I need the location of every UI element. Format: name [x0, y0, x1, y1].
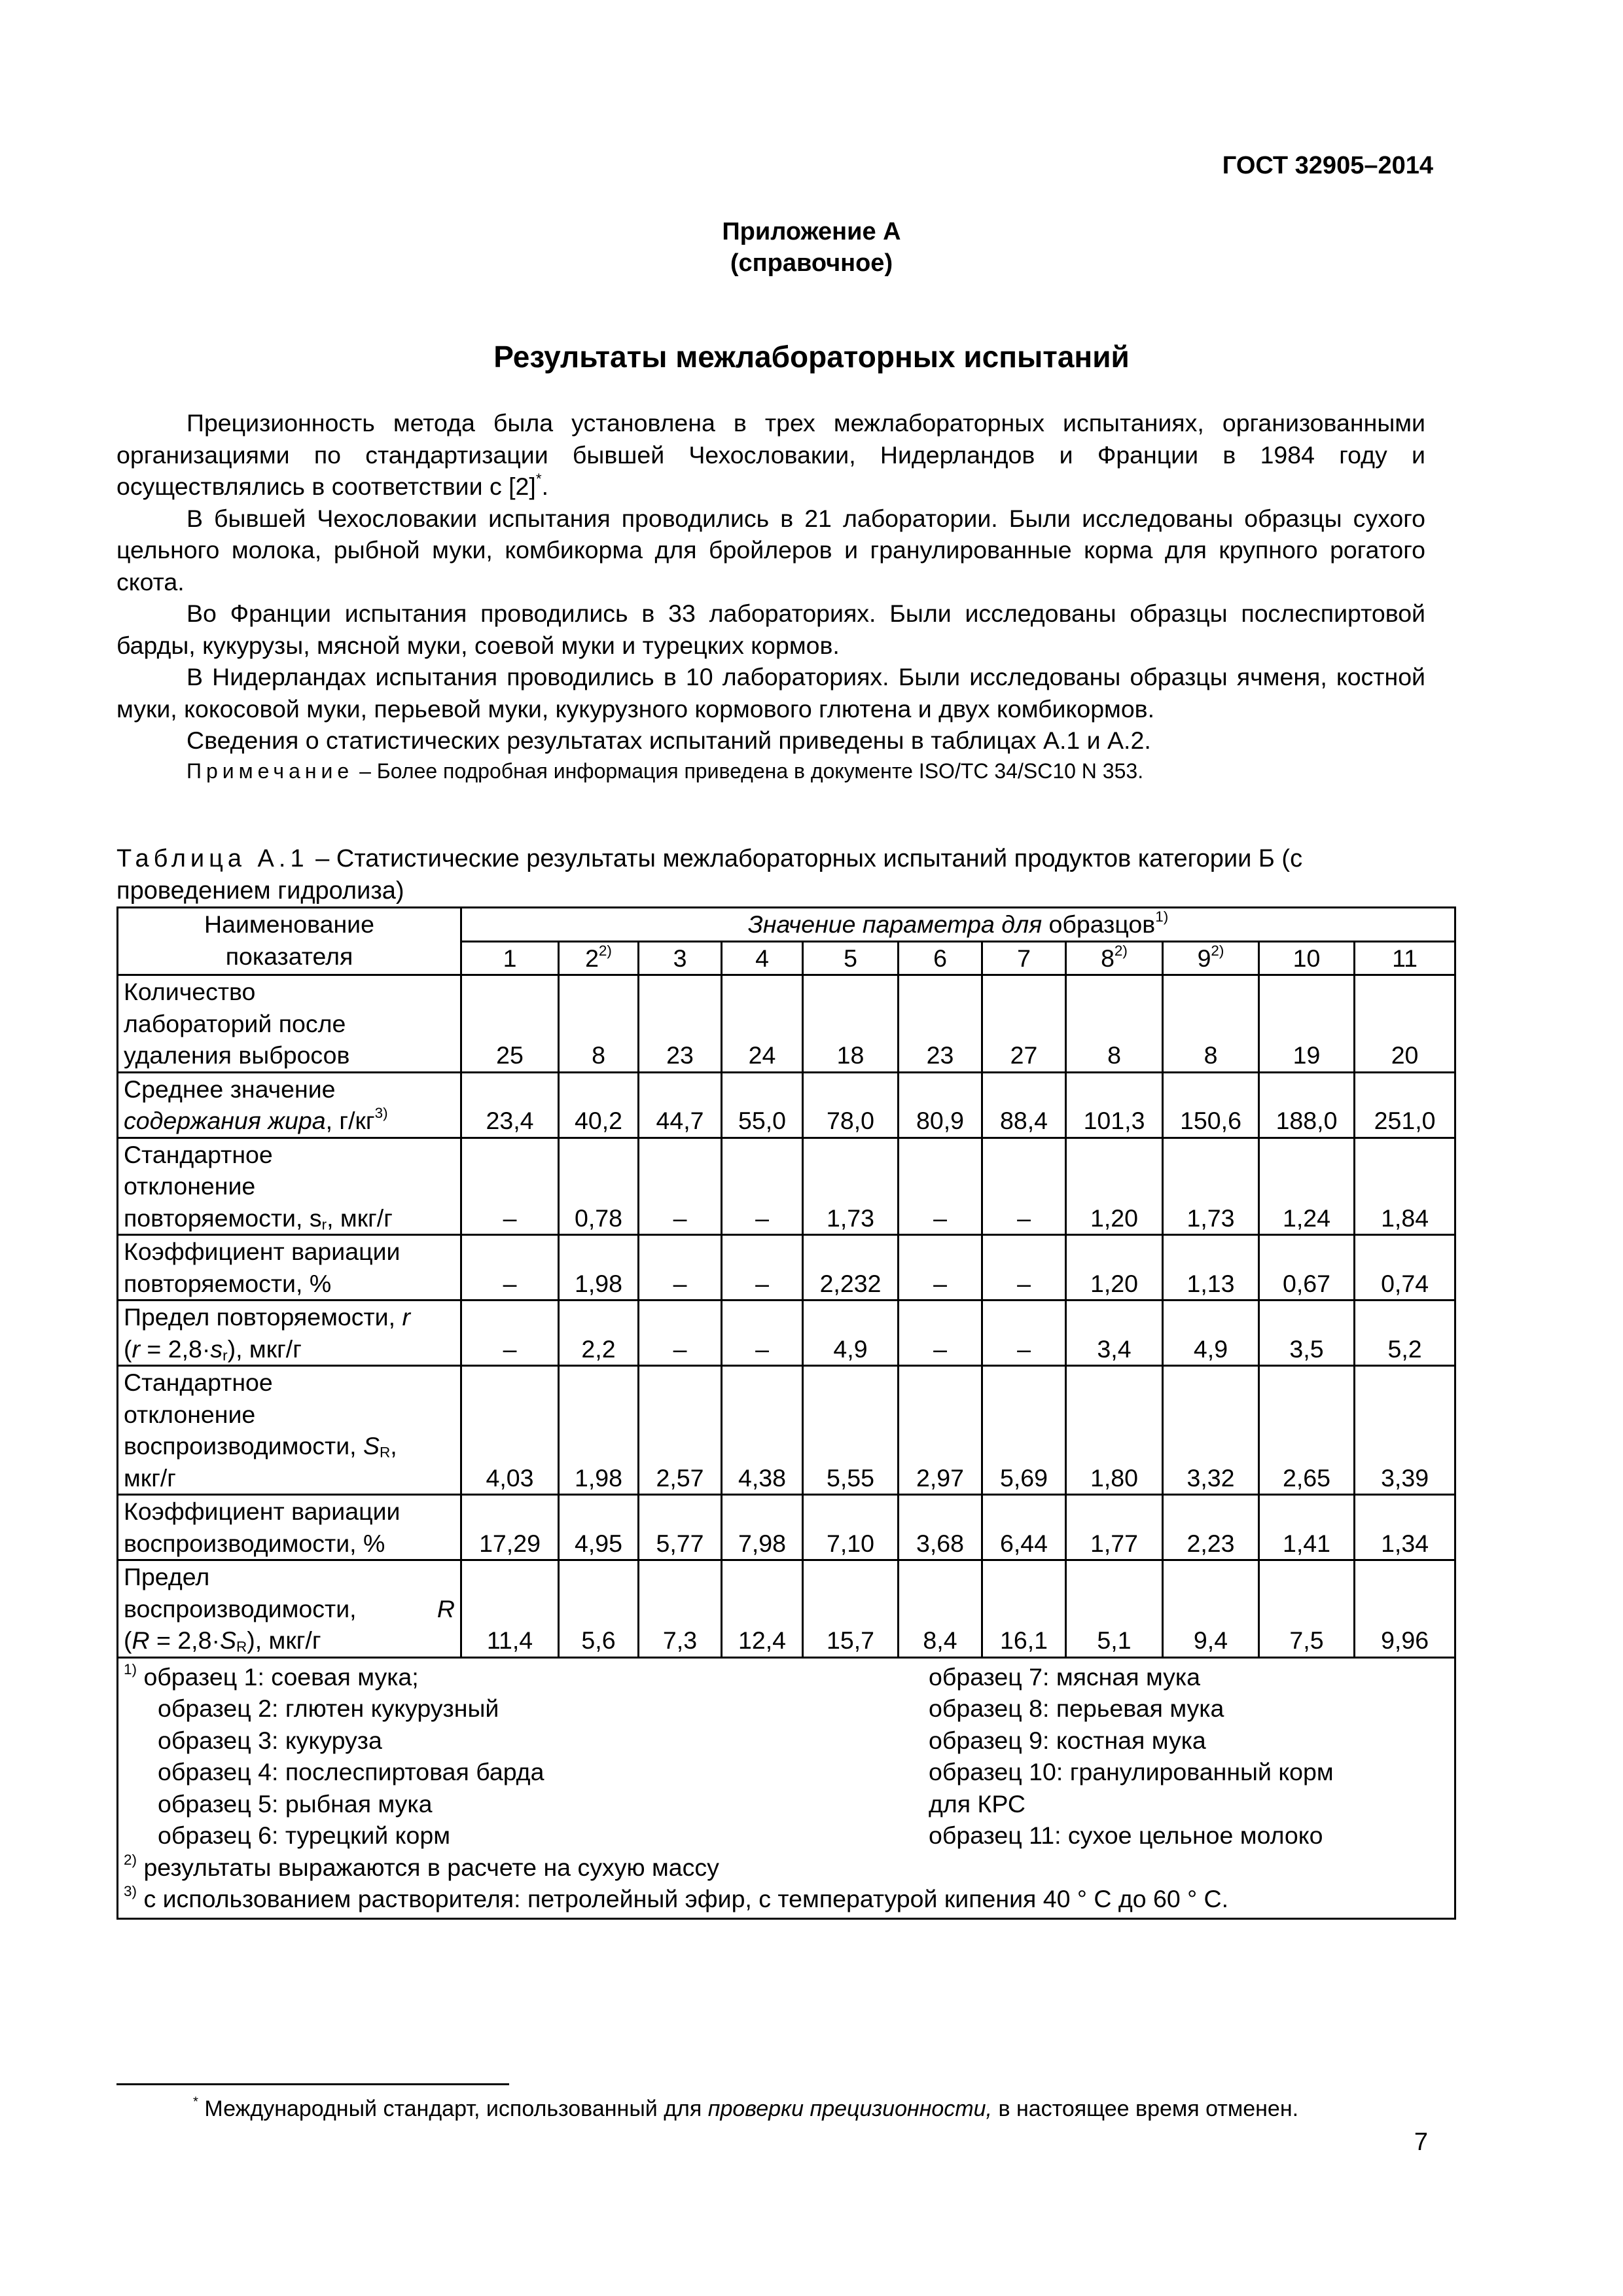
header-values-group	[461, 908, 1455, 942]
sample-legend-item: образец 11: сухое цельное молоко	[929, 1821, 1323, 1849]
table-cell: 6,44	[982, 1495, 1066, 1560]
row-label-line	[124, 1593, 455, 1625]
table-cell: 25	[461, 975, 559, 1073]
row-label-line	[124, 1301, 455, 1333]
row-label	[118, 1366, 461, 1495]
table-cell: 4,03	[461, 1366, 559, 1495]
table-cell: 1,20	[1066, 1235, 1163, 1300]
paragraph-1	[116, 407, 1425, 503]
row-label-line: мкг/г	[124, 1463, 176, 1492]
table-cell: –	[461, 1300, 559, 1366]
sample-number-cell	[722, 941, 803, 975]
standard-code: ГОСТ 32905–2014	[1222, 152, 1433, 179]
sample-legend	[124, 1661, 1449, 1852]
row-label-line	[124, 1333, 455, 1365]
row-label	[118, 1560, 461, 1658]
annex-heading	[0, 216, 1623, 279]
table-cell: 15,7	[803, 1560, 899, 1658]
row-label-unit: ), мкг/г	[227, 1335, 302, 1363]
row-label-text: = 2,8·	[140, 1335, 211, 1363]
row-label-sub: r	[223, 1347, 228, 1363]
sample-number-cell	[899, 941, 982, 975]
row-label	[118, 1138, 461, 1235]
row-label	[118, 1072, 461, 1138]
table-cell: 188,0	[1259, 1072, 1355, 1138]
table-cell: 1,84	[1355, 1138, 1455, 1235]
table-cell: 251,0	[1355, 1072, 1455, 1138]
table-cell: 1,98	[559, 1366, 639, 1495]
table-cell: –	[982, 1300, 1066, 1366]
table-cell: 1,41	[1259, 1495, 1355, 1560]
page-footnote-text-b: в настоящее время отменен.	[992, 2096, 1299, 2121]
header-indicator-name	[118, 908, 461, 975]
paragraph-2: В бывшей Чехословакии испытания проводились в 21 лаборатории. Были исследованы образцы сухого цельного молока, рыбной муки, комбикорма для бройлеров и гранулированные корма для крупного рогатого скота.	[116, 504, 1425, 596]
table-cell: 5,77	[639, 1495, 722, 1560]
table-cell: 1,13	[1163, 1235, 1259, 1300]
row-label-line	[124, 1202, 455, 1234]
sample-number-cell	[1163, 941, 1259, 975]
row-label	[118, 1300, 461, 1366]
row-label-italic: r	[402, 1303, 410, 1331]
sample-legend-item	[124, 1661, 929, 1693]
table-cell: 3,4	[1066, 1300, 1163, 1366]
footnote-3-text: с использованием растворителя: петролейный эфир, с температурой кипения 40 ° С до 60 ° С.	[143, 1885, 1229, 1912]
sample-number: 5	[844, 944, 857, 972]
table-footnotes	[118, 1657, 1455, 1918]
row-label-italic: S	[219, 1626, 236, 1654]
header-name-line-1: Наименование	[204, 910, 374, 938]
paragraph-1-text: Прецизионность метода была установлена в трех межлабораторных испытаниях, организованными организациями по стандартизации бывшей Чехословакии, Нидерландов и Франции в 1984 году и осуществлялись в соответствии с [2]	[116, 409, 1425, 500]
row-label-italic: S	[363, 1432, 380, 1460]
table-cell: 8,4	[899, 1560, 982, 1658]
table-footnote-row	[118, 1657, 1455, 1918]
row-label-line: Коэффициент вариации	[124, 1498, 401, 1525]
table-row	[118, 1560, 1455, 1658]
table-cell: 1,98	[559, 1235, 639, 1300]
table-caption-label: Таблица А.1	[116, 845, 309, 872]
note-label: Примечание	[187, 759, 354, 783]
page-footnote-text-a: Международный стандарт, использованный для	[204, 2096, 708, 2121]
table-cell: 4,9	[1163, 1300, 1259, 1366]
table-cell: 4,9	[803, 1300, 899, 1366]
table-row	[118, 1235, 1455, 1300]
body-text	[116, 407, 1425, 785]
row-label-sub: R	[380, 1444, 391, 1461]
sample-legend-item	[124, 1725, 929, 1757]
table-cell: –	[982, 1235, 1066, 1300]
table-cell: 1,73	[1163, 1138, 1259, 1235]
row-label-line: воспроизводимости, %	[124, 1529, 385, 1557]
sample-legend-item	[124, 1756, 929, 1788]
table-cell: 18	[803, 975, 899, 1073]
table-cell: 8	[1066, 975, 1163, 1073]
table-cell: –	[639, 1300, 722, 1366]
sample-legend-item	[124, 1788, 929, 1820]
sample-number-sup: 2)	[1114, 942, 1128, 959]
table-cell: 9,4	[1163, 1560, 1259, 1658]
table-cell: 44,7	[639, 1072, 722, 1138]
results-table	[116, 906, 1456, 1920]
footnote-2-text: результаты выражаются в расчете на сухую массу	[143, 1853, 719, 1881]
row-label-unit: , г/кг	[325, 1107, 375, 1134]
table-cell: 2,2	[559, 1300, 639, 1366]
footnote-1-mark: 1)	[124, 1660, 137, 1677]
table-cell: 16,1	[982, 1560, 1066, 1658]
table-cell: 1,34	[1355, 1495, 1455, 1560]
row-label-line: Коэффициент вариации	[124, 1238, 401, 1265]
table-cell: 3,39	[1355, 1366, 1455, 1495]
table-cell: 3,68	[899, 1495, 982, 1560]
table-cell: 2,97	[899, 1366, 982, 1495]
sample-number: 3	[673, 944, 687, 972]
header-group-sup: 1)	[1155, 908, 1169, 925]
row-label-text: воспроизводимости,	[124, 1432, 363, 1460]
row-label-line: Стандартное	[124, 1369, 273, 1396]
row-label-italic: r	[132, 1335, 140, 1363]
paragraph-5: Сведения о статистических результатах испытаний приведены в таблицах А.1 и А.2.	[187, 726, 1151, 754]
sample-number: 4	[755, 944, 769, 972]
row-label-line	[124, 1624, 455, 1657]
sample-legend-text: образец 6: турецкий корм	[158, 1821, 450, 1849]
sample-legend-right	[929, 1661, 1449, 1852]
sample-number-cell	[639, 941, 722, 975]
sample-legend-left	[124, 1661, 929, 1852]
sample-legend-item	[124, 1693, 929, 1725]
table-row	[118, 1366, 1455, 1495]
sample-number-cell	[803, 941, 899, 975]
table-caption	[116, 843, 1425, 906]
paragraph-1-end: .	[541, 473, 549, 500]
table-cell: 7,98	[722, 1495, 803, 1560]
sample-legend-text: образец 2: глютен кукурузный	[158, 1695, 499, 1722]
annex-title: Приложение А	[722, 218, 901, 245]
table-cell: 5,1	[1066, 1560, 1163, 1658]
table-cell: 0,67	[1259, 1235, 1355, 1300]
table-cell: 5,6	[559, 1560, 639, 1658]
sample-legend-item: для КРС	[929, 1789, 1026, 1818]
row-label-italic: содержания жира	[124, 1107, 326, 1134]
footnote-2-mark: 2)	[124, 1851, 137, 1868]
sample-number-cell	[461, 941, 559, 975]
row-label-line: повторяемости, %	[124, 1269, 332, 1297]
row-label-text: воспроизводимости,	[124, 1594, 357, 1623]
table-row	[118, 1138, 1455, 1235]
table-cell: 17,29	[461, 1495, 559, 1560]
table-cell: 1,80	[1066, 1366, 1163, 1495]
table-cell: 1,20	[1066, 1138, 1163, 1235]
row-label-text: повторяемости, s	[124, 1204, 322, 1232]
row-label-text: ,	[390, 1432, 397, 1460]
table-cell: 88,4	[982, 1072, 1066, 1138]
row-label-text: Предел повторяемости,	[124, 1303, 402, 1331]
row-label-sub: r	[321, 1216, 327, 1232]
row-label-italic: s	[210, 1335, 223, 1363]
page-footnote	[193, 2094, 1298, 2123]
footnote-3	[124, 1883, 1449, 1915]
header-group-italic: Значение параметра для	[747, 910, 1043, 938]
table-cell: 5,2	[1355, 1300, 1455, 1366]
sample-number-cell	[1355, 941, 1455, 975]
row-label-line: удаления выбросов	[124, 1041, 350, 1069]
table-cell: 7,10	[803, 1495, 899, 1560]
row-label-text: (	[124, 1626, 132, 1654]
sample-legend-text: образец 1: соевая мука;	[143, 1662, 419, 1691]
table-row	[118, 1495, 1455, 1560]
table-cell: 78,0	[803, 1072, 899, 1138]
table-cell: 24	[722, 975, 803, 1073]
table-row	[118, 975, 1455, 1073]
table-cell: 8	[1163, 975, 1259, 1073]
sample-number-cell	[559, 941, 639, 975]
sample-number: 1	[503, 944, 517, 972]
row-label-line: лабораторий после	[124, 1009, 346, 1037]
row-label	[118, 1235, 461, 1300]
sample-legend-item: образец 10: гранулированный корм	[929, 1758, 1334, 1785]
row-label-text: (	[124, 1335, 132, 1363]
row-label-line	[124, 1430, 455, 1462]
table-cell: 12,4	[722, 1560, 803, 1658]
sample-number-sup: 2)	[598, 942, 612, 959]
row-label-italic: R	[437, 1594, 455, 1623]
table-header-row	[118, 908, 1455, 942]
table-cell: 9,96	[1355, 1560, 1455, 1658]
sample-number: 2	[585, 944, 599, 972]
footnote-3-mark: 3)	[124, 1883, 137, 1900]
footnote-2	[124, 1852, 1449, 1884]
table-cell: –	[722, 1235, 803, 1300]
table-cell: 2,23	[1163, 1495, 1259, 1560]
table-cell: 5,55	[803, 1366, 899, 1495]
paragraph-3: Во Франции испытания проводились в 33 лабораториях. Были исследованы образцы послеспиртовой барды, кукурузы, мясной муки, соевой муки и турецких кормов.	[116, 600, 1425, 659]
table-row	[118, 1300, 1455, 1366]
table-cell: 150,6	[1163, 1072, 1259, 1138]
row-label-sub: R	[236, 1638, 247, 1655]
page-number: 7	[1414, 2128, 1428, 2156]
row-label-line: Предел	[124, 1563, 210, 1590]
table-cell: 20	[1355, 975, 1455, 1073]
row-label-line: отклонение	[124, 1172, 256, 1200]
sample-number: 10	[1293, 944, 1321, 972]
row-label-text: = 2,8·	[149, 1626, 220, 1654]
row-label	[118, 975, 461, 1073]
sample-legend-text: образец 5: рыбная мука	[158, 1789, 433, 1818]
table-cell: 2,57	[639, 1366, 722, 1495]
footnote-ref-mark: *	[535, 471, 542, 488]
table-cell: 23	[899, 975, 982, 1073]
row-label-unit: , мкг/г	[327, 1204, 393, 1232]
table-cell: 80,9	[899, 1072, 982, 1138]
sample-legend-text: образец 3: кукуруза	[158, 1726, 382, 1754]
table-caption-text: – Статистические результаты межлабораторных испытаний продуктов категории Б (с проведением гидролиза)	[116, 845, 1303, 905]
table-cell: 2,232	[803, 1235, 899, 1300]
page-title: Результаты межлабораторных испытаний	[493, 340, 1130, 374]
row-label-italic: R	[132, 1626, 150, 1654]
row-label-sup: 3)	[374, 1105, 388, 1122]
table-cell: 0,78	[559, 1138, 639, 1235]
table-cell: 1,24	[1259, 1138, 1355, 1235]
note	[116, 757, 1425, 785]
table-cell: 40,2	[559, 1072, 639, 1138]
paragraph-4: В Нидерландах испытания проводились в 10 лабораториях. Были исследованы образцы ячменя, костной муки, кокосовой муки, перьевой муки, кукурузного кормового глютена и двух комбикормов.	[116, 663, 1425, 723]
table-cell: 7,3	[639, 1560, 722, 1658]
row-label-line: Среднее значение	[124, 1075, 336, 1103]
row-label-unit: ), мкг/г	[247, 1626, 321, 1654]
table-cell: 5,69	[982, 1366, 1066, 1495]
sample-number-cell	[1066, 941, 1163, 975]
sample-number-cell	[982, 941, 1066, 975]
row-label-line	[124, 1105, 455, 1137]
table-cell: –	[639, 1138, 722, 1235]
sample-legend-item: образец 8: перьевая мука	[929, 1695, 1224, 1722]
sample-legend-text: образец 4: послеспиртовая барда	[158, 1758, 544, 1785]
sample-legend-item: образец 9: костная мука	[929, 1726, 1206, 1754]
table-cell: 11,4	[461, 1560, 559, 1658]
table-cell: –	[461, 1138, 559, 1235]
table-cell: 7,5	[1259, 1560, 1355, 1658]
table-cell: –	[982, 1138, 1066, 1235]
table-cell: –	[639, 1235, 722, 1300]
table-cell: 55,0	[722, 1072, 803, 1138]
table-row	[118, 1072, 1455, 1138]
sample-number: 8	[1101, 944, 1115, 972]
table-cell: 19	[1259, 975, 1355, 1073]
table-cell: 23,4	[461, 1072, 559, 1138]
page-footnote-mark: *	[193, 2094, 198, 2109]
table-cell: 1,73	[803, 1138, 899, 1235]
table-cell: 0,74	[1355, 1235, 1455, 1300]
table-cell: 3,32	[1163, 1366, 1259, 1495]
sample-number-cell	[1259, 941, 1355, 975]
table-cell: –	[722, 1300, 803, 1366]
footnote-divider	[116, 2083, 509, 2085]
table-cell: –	[722, 1138, 803, 1235]
header-group-tail: образцов	[1048, 910, 1156, 938]
sample-number: 7	[1017, 944, 1031, 972]
sample-legend-item	[124, 1820, 929, 1852]
row-label-line: отклонение	[124, 1400, 256, 1428]
table-cell: –	[461, 1235, 559, 1300]
table-cell: 8	[559, 975, 639, 1073]
table-cell: –	[899, 1235, 982, 1300]
sample-number-sup: 2)	[1211, 942, 1224, 959]
table-cell: 4,38	[722, 1366, 803, 1495]
table-cell: 3,5	[1259, 1300, 1355, 1366]
row-label-line: Стандартное	[124, 1140, 273, 1168]
table-cell: –	[899, 1138, 982, 1235]
table-cell: 27	[982, 975, 1066, 1073]
table-cell: 23	[639, 975, 722, 1073]
table-cell: –	[899, 1300, 982, 1366]
header-name-line-2: показателя	[225, 942, 353, 970]
table-cell: 2,65	[1259, 1366, 1355, 1495]
sample-number: 9	[1197, 944, 1211, 972]
table-cell: 1,77	[1066, 1495, 1163, 1560]
row-label	[118, 1495, 461, 1560]
page-footnote-italic: проверки прецизионности,	[707, 2096, 992, 2121]
note-text: Более подробная информация приведена в документе ISO/TC 34/SC10 N 353.	[376, 759, 1144, 783]
table-cell: 4,95	[559, 1495, 639, 1560]
table-cell: 101,3	[1066, 1072, 1163, 1138]
note-dash: –	[353, 759, 377, 783]
sample-number: 6	[933, 944, 947, 972]
sample-legend-item: образец 7: мясная мука	[929, 1662, 1201, 1691]
sample-number: 11	[1392, 944, 1418, 972]
row-label-line: Количество	[124, 978, 256, 1005]
annex-type: (справочное)	[730, 249, 893, 277]
